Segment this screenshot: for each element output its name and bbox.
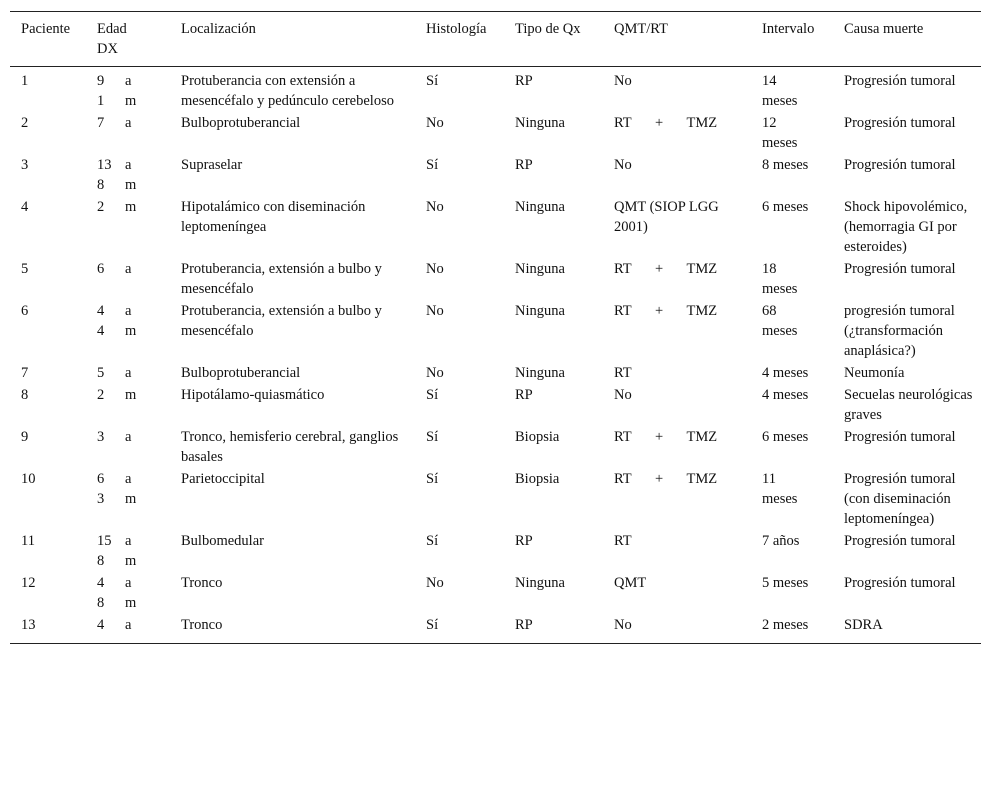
table-body — [10, 67, 981, 644]
cell-qmt-rt: No — [614, 73, 632, 89]
cell-causa-muerte: Progresión tumoral — [844, 429, 956, 445]
cell-tipo-qx: Ninguna — [515, 303, 565, 319]
cell-tipo-qx: Ninguna — [515, 365, 565, 381]
edad-unit: a — [125, 303, 132, 319]
cell-tipo-qx: Ninguna — [515, 115, 565, 131]
cell-qmt-rt: RT + TMZ — [614, 303, 718, 319]
cell-localizacion: Tronco — [181, 617, 223, 633]
edad-value: 4 — [97, 303, 105, 319]
edad-line — [97, 259, 164, 279]
cell-edad-dx — [86, 113, 170, 155]
edad-value: 3 — [97, 491, 105, 507]
cell-intervalo: 8 meses — [762, 157, 809, 173]
cell-histologia: No — [426, 199, 444, 215]
edad-line — [97, 363, 164, 383]
cell-paciente: 9 — [21, 429, 29, 445]
cell-paciente: 11 — [21, 533, 35, 549]
cell-causa-muerte: Progresión tumoral (con diseminación leptomeníngea) — [844, 471, 956, 527]
cell-qmt-rt: No — [614, 617, 632, 633]
cell-edad-dx — [86, 67, 170, 114]
edad-value: 2 — [97, 387, 105, 403]
edad-line — [97, 469, 164, 489]
cell-intervalo: 5 meses — [762, 575, 809, 591]
edad-line — [97, 301, 164, 321]
edad-line — [97, 385, 164, 405]
edad-unit: m — [125, 491, 137, 507]
cell-paciente: 8 — [21, 387, 29, 403]
edad-line — [97, 71, 164, 91]
header-intervalo: Intervalo — [762, 21, 815, 37]
cell-qmt-rt: RT — [614, 365, 632, 381]
cell-localizacion: Protuberancia con extensión a mesencéfalo y pedúnculo cerebeloso — [181, 73, 394, 109]
cell-qmt-rt: RT + TMZ — [614, 261, 718, 277]
cell-causa-muerte: progresión tumoral (¿transformación anaplásica?) — [844, 303, 955, 359]
edad-value: 7 — [97, 115, 105, 131]
edad-unit: m — [125, 323, 137, 339]
cell-localizacion: Parietoccipital — [181, 471, 265, 487]
edad-unit: a — [125, 157, 132, 173]
edad-line — [97, 175, 164, 195]
cell-tipo-qx: Ninguna — [515, 575, 565, 591]
cell-intervalo: 4 meses — [762, 365, 809, 381]
cell-causa-muerte: Progresión tumoral — [844, 575, 956, 591]
header-qmt-rt: QMT/RT — [614, 21, 668, 37]
cell-qmt-rt: RT + TMZ — [614, 471, 718, 487]
table-row — [10, 615, 981, 644]
edad-line — [97, 531, 164, 551]
cell-intervalo: 2 meses — [762, 617, 809, 633]
cell-qmt-rt: RT — [614, 533, 632, 549]
edad-line — [97, 155, 164, 175]
edad-line — [97, 113, 164, 133]
edad-value: 8 — [97, 595, 105, 611]
cell-intervalo: 14 meses — [762, 73, 798, 109]
edad-unit: a — [125, 575, 132, 591]
cell-tipo-qx: RP — [515, 157, 533, 173]
table-row — [10, 197, 981, 259]
table-row — [10, 385, 981, 427]
cell-causa-muerte: Progresión tumoral — [844, 533, 956, 549]
table-row — [10, 113, 981, 155]
cell-causa-muerte: Neumonía — [844, 365, 905, 381]
cell-qmt-rt: RT + TMZ — [614, 429, 718, 445]
patients-table — [10, 11, 981, 644]
cell-causa-muerte: SDRA — [844, 617, 883, 633]
edad-unit: a — [125, 73, 132, 89]
edad-line — [97, 197, 164, 217]
edad-line — [97, 573, 164, 593]
edad-value: 1 — [97, 93, 105, 109]
table-row — [10, 259, 981, 301]
cell-intervalo: 12 meses — [762, 115, 798, 151]
edad-value: 15 — [97, 533, 112, 549]
cell-edad-dx — [86, 363, 170, 385]
table-row — [10, 363, 981, 385]
table-container — [10, 11, 981, 644]
edad-unit: a — [125, 533, 132, 549]
cell-localizacion: Bulboprotuberancial — [181, 115, 301, 131]
cell-intervalo: 6 meses — [762, 429, 809, 445]
edad-line — [97, 91, 164, 111]
cell-histologia: Sí — [426, 387, 439, 403]
edad-value: 4 — [97, 323, 105, 339]
cell-intervalo: 11 meses — [762, 471, 798, 507]
table-row — [10, 301, 981, 363]
cell-qmt-rt: RT + TMZ — [614, 115, 718, 131]
table-row — [10, 531, 981, 573]
header-histologia: Histología — [426, 21, 487, 37]
edad-unit: m — [125, 177, 137, 193]
cell-paciente: 4 — [21, 199, 29, 215]
cell-edad-dx — [86, 531, 170, 573]
edad-line — [97, 321, 164, 341]
cell-qmt-rt: No — [614, 387, 632, 403]
cell-localizacion: Hipotalámico con diseminación leptomeníngea — [181, 199, 366, 235]
cell-histologia: Sí — [426, 73, 439, 89]
cell-causa-muerte: Progresión tumoral — [844, 157, 956, 173]
header-edad-dx — [86, 12, 170, 67]
cell-localizacion: Protuberancia, extensión a bulbo y mesencéfalo — [181, 261, 382, 297]
cell-paciente: 3 — [21, 157, 29, 173]
edad-unit: a — [125, 471, 132, 487]
cell-qmt-rt: QMT — [614, 575, 647, 591]
cell-intervalo: 6 meses — [762, 199, 809, 215]
edad-line — [97, 489, 164, 509]
edad-line — [97, 593, 164, 613]
cell-edad-dx — [86, 259, 170, 301]
edad-line — [97, 615, 164, 635]
cell-paciente: 13 — [21, 617, 36, 633]
edad-value: 3 — [97, 429, 105, 445]
header-row — [10, 12, 981, 67]
cell-qmt-rt: No — [614, 157, 632, 173]
edad-unit: m — [125, 553, 137, 569]
cell-tipo-qx: Ninguna — [515, 199, 565, 215]
edad-value: 9 — [97, 73, 105, 89]
edad-unit: a — [125, 115, 132, 131]
edad-unit: a — [125, 365, 132, 381]
table-row — [10, 427, 981, 469]
cell-histologia: Sí — [426, 157, 439, 173]
header-localizacion: Localización — [181, 21, 256, 37]
header-paciente: Paciente — [21, 21, 71, 37]
cell-histologia: No — [426, 261, 444, 277]
header-edad-dx-text: Edad DX — [97, 21, 127, 57]
cell-tipo-qx: Ninguna — [515, 261, 565, 277]
cell-localizacion: Tronco, hemisferio cerebral, ganglios basales — [181, 429, 399, 465]
table-row — [10, 155, 981, 197]
cell-localizacion: Tronco — [181, 575, 223, 591]
cell-localizacion: Supraselar — [181, 157, 243, 173]
cell-tipo-qx: RP — [515, 617, 533, 633]
edad-value: 2 — [97, 199, 105, 215]
cell-edad-dx — [86, 155, 170, 197]
edad-value: 13 — [97, 157, 112, 173]
cell-intervalo: 7 años — [762, 533, 800, 549]
edad-value: 6 — [97, 261, 105, 277]
cell-paciente: 12 — [21, 575, 36, 591]
edad-unit: a — [125, 261, 132, 277]
cell-histologia: Sí — [426, 533, 439, 549]
cell-intervalo: 68 meses — [762, 303, 798, 339]
edad-value: 5 — [97, 365, 105, 381]
cell-intervalo: 18 meses — [762, 261, 798, 297]
cell-tipo-qx: RP — [515, 533, 533, 549]
cell-intervalo: 4 meses — [762, 387, 809, 403]
cell-qmt-rt: QMT (SIOP LGG 2001) — [614, 199, 719, 235]
cell-histologia: No — [426, 575, 444, 591]
cell-tipo-qx: Biopsia — [515, 471, 560, 487]
edad-line — [97, 427, 164, 447]
edad-unit: m — [125, 595, 137, 611]
cell-localizacion: Bulboprotuberancial — [181, 365, 301, 381]
edad-value: 6 — [97, 471, 105, 487]
cell-paciente: 5 — [21, 261, 29, 277]
cell-causa-muerte: Progresión tumoral — [844, 261, 956, 277]
cell-histologia: No — [426, 115, 444, 131]
cell-causa-muerte: Shock hipovolémico, (hemorragia GI por esteroides) — [844, 199, 968, 255]
cell-localizacion: Protuberancia, extensión a bulbo y mesencéfalo — [181, 303, 382, 339]
edad-unit: a — [125, 617, 132, 633]
edad-value: 8 — [97, 177, 105, 193]
header-causa-muerte: Causa muerte — [844, 21, 924, 37]
cell-paciente: 6 — [21, 303, 29, 319]
cell-tipo-qx: RP — [515, 73, 533, 89]
edad-value: 4 — [97, 617, 105, 633]
cell-histologia: Sí — [426, 429, 439, 445]
cell-causa-muerte: Secuelas neurológicas graves — [844, 387, 973, 423]
cell-tipo-qx: Biopsia — [515, 429, 560, 445]
table-row — [10, 469, 981, 531]
edad-value: 8 — [97, 553, 105, 569]
edad-unit: m — [125, 387, 137, 403]
cell-tipo-qx: RP — [515, 387, 533, 403]
edad-value: 4 — [97, 575, 105, 591]
cell-edad-dx — [86, 469, 170, 531]
table-row — [10, 573, 981, 615]
cell-histologia: No — [426, 303, 444, 319]
cell-paciente: 2 — [21, 115, 29, 131]
table-row — [10, 67, 981, 114]
cell-edad-dx — [86, 385, 170, 427]
cell-edad-dx — [86, 427, 170, 469]
cell-causa-muerte: Progresión tumoral — [844, 115, 956, 131]
edad-unit: m — [125, 199, 137, 215]
cell-histologia: Sí — [426, 471, 439, 487]
cell-edad-dx — [86, 573, 170, 615]
cell-edad-dx — [86, 615, 170, 644]
cell-edad-dx — [86, 301, 170, 363]
header-tipo-qx: Tipo de Qx — [515, 21, 581, 37]
cell-paciente: 7 — [21, 365, 29, 381]
cell-paciente: 1 — [21, 73, 29, 89]
edad-unit: m — [125, 93, 137, 109]
cell-paciente: 10 — [21, 471, 36, 487]
edad-unit: a — [125, 429, 132, 445]
cell-edad-dx — [86, 197, 170, 259]
edad-line — [97, 551, 164, 571]
cell-localizacion: Bulbomedular — [181, 533, 264, 549]
cell-histologia: No — [426, 365, 444, 381]
cell-localizacion: Hipotálamo-quiasmático — [181, 387, 325, 403]
cell-histologia: Sí — [426, 617, 439, 633]
cell-causa-muerte: Progresión tumoral — [844, 73, 956, 89]
